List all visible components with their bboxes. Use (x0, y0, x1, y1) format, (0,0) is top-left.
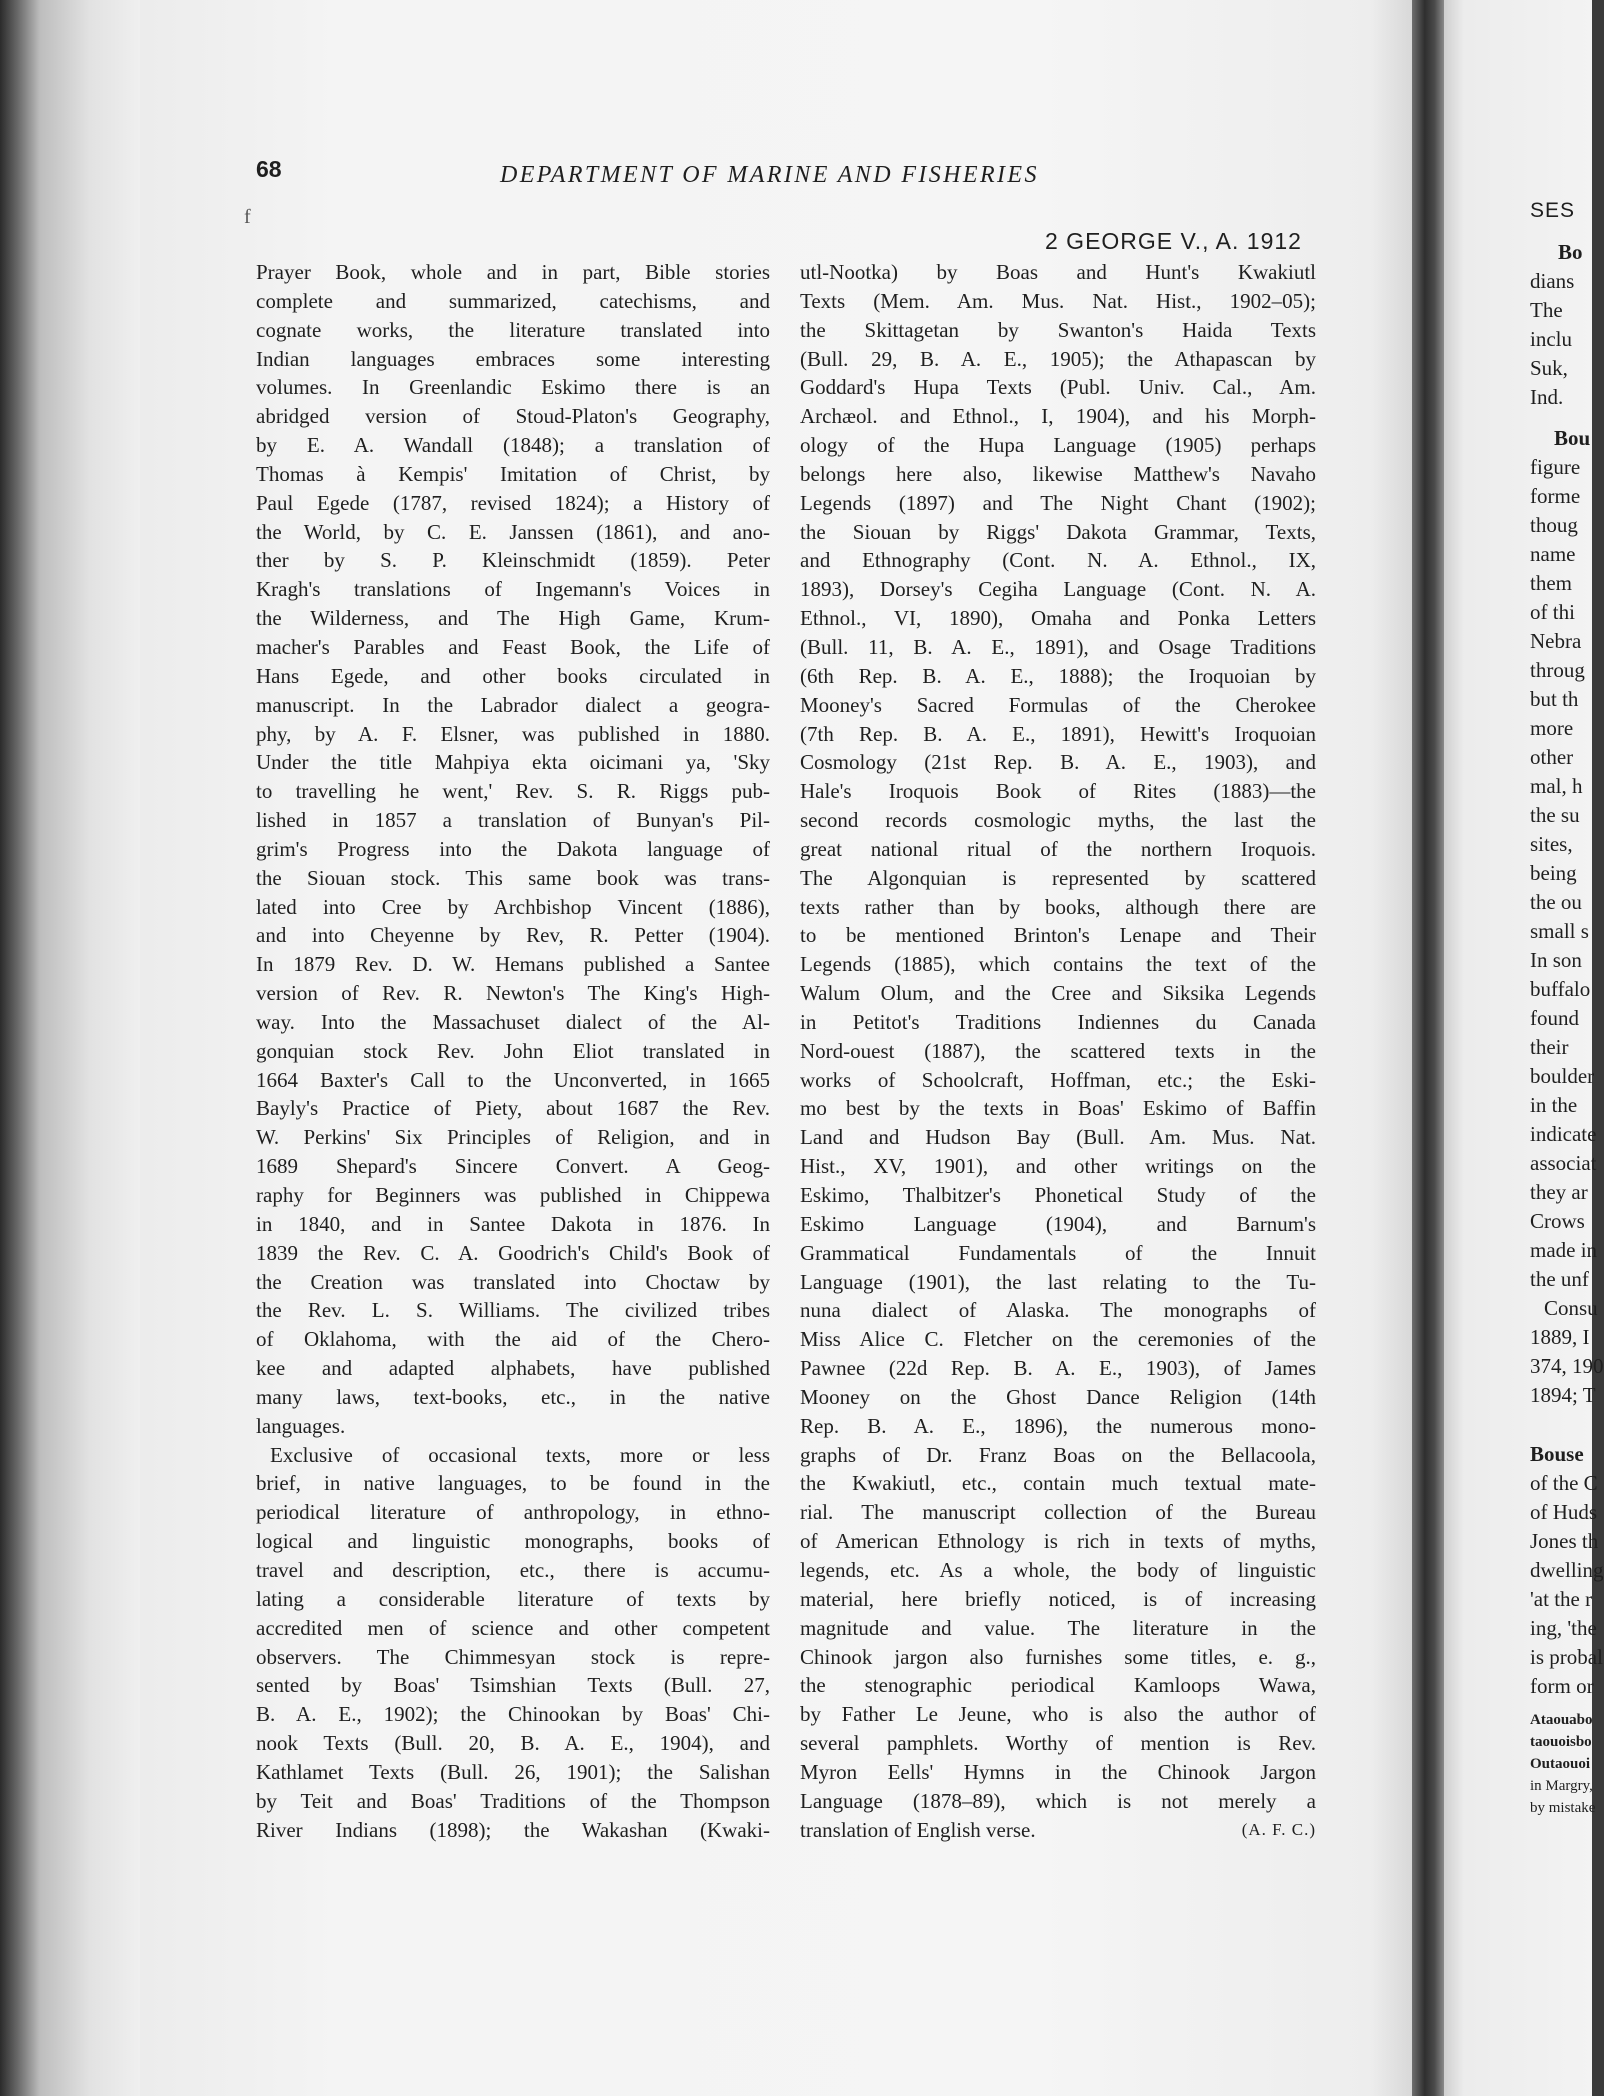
adjacent-fragment: in the (1530, 1093, 1578, 1117)
text-line: raphy for Beginners was published in Chippewa (256, 1183, 770, 1207)
text-line: travel and description, etc., there is accumu- (256, 1557, 770, 1582)
adjacent-fragment: form or (1530, 1674, 1594, 1698)
page-number: 68 (256, 156, 282, 182)
text-line: graphs of Dr. Franz Boas on the Bellacoola, (800, 1442, 1316, 1467)
right-text-column (800, 258, 1316, 1844)
text-line: Under the title Mahpiya ekta oicimani ya, 'Sky (256, 750, 770, 775)
text-line: lated into Cree by Archbishop Vincent (1886), (256, 894, 770, 919)
left-text-column (256, 258, 770, 1844)
text-line: Prayer Book, whole and in part, Bible stories (256, 260, 770, 284)
text-line: in Petitot's Traditions Indiennes du Canada (800, 1009, 1316, 1034)
text-line: by Father Le Jeune, who is also the author of (800, 1702, 1316, 1727)
adjacent-fragment: Nebra (1530, 629, 1582, 653)
text-line: Eskimo, Thalbitzer's Phonetical Study of the (800, 1183, 1316, 1207)
text-line: Walum Olum, and the Cree and Siksika Legends (800, 981, 1316, 1006)
text-line: ology of the Hupa Language (1905) perhaps (800, 433, 1316, 458)
text-line: W. Perkins' Six Principles of Religion, and in (256, 1125, 770, 1150)
text-line: 1664 Baxter's Call to the Unconverted, in 1665 (256, 1067, 770, 1092)
running-head: DEPARTMENT OF MARINE AND FISHERIES (500, 162, 1039, 188)
text-line: Hale's Iroquois Book of Rites (1883)—the (800, 779, 1316, 804)
adjacent-fragment: the su (1530, 803, 1580, 827)
text-line: Hist., XV, 1901), and other writings on the (800, 1154, 1316, 1179)
text-line: Mooney's Sacred Formulas of the Cherokee (800, 692, 1316, 717)
adjacent-fragment: SES (1530, 199, 1576, 222)
text-line: abridged version of Stoud-Platon's Geography, (256, 404, 770, 429)
adjacent-fragment: taouoisbo (1530, 1734, 1592, 1750)
author-attribution: (A. F. C.) (1241, 1819, 1316, 1839)
text-line: Nord-ouest (1887), the scattered texts in the (800, 1038, 1316, 1063)
adjacent-fragment: Jones th (1530, 1529, 1599, 1553)
text-line: Texts (Mem. Am. Mus. Nat. Hist., 1902–05); (800, 288, 1316, 313)
text-line: the Rev. L. S. Williams. The civilized tribes (256, 1298, 770, 1323)
text-line: to be mentioned Brinton's Lenape and Their (800, 923, 1316, 948)
text-line: observers. The Chimmesyan stock is repre- (256, 1644, 770, 1669)
text-line: Bayly's Practice of Piety, about 1687 the Rev. (256, 1096, 770, 1121)
text-line: manuscript. In the Labrador dialect a geogra- (256, 692, 770, 717)
stray-mark: f (244, 206, 251, 228)
text-line: cognate works, the literature translated into (256, 317, 770, 342)
adjacent-fragment: 1889, I (1530, 1325, 1590, 1349)
text-line: languages. (256, 1413, 346, 1438)
text-line (800, 1816, 1316, 1845)
adjacent-fragment: dwelling (1530, 1558, 1604, 1582)
adjacent-fragment: The (1530, 298, 1563, 322)
adjacent-fragment: of thi (1530, 600, 1575, 624)
adjacent-fragment: Bo (1558, 240, 1583, 264)
text-line: and into Cheyenne by Rev, R. Petter (1904). (256, 923, 770, 948)
text-line: The Algonquian is represented by scattered (800, 865, 1316, 890)
adjacent-fragment: Suk, (1530, 356, 1568, 380)
text-line: In 1879 Rev. D. W. Hemans published a Santee (256, 952, 770, 977)
adjacent-fragment: Outaouoi (1530, 1756, 1591, 1772)
adjacent-fragment: the ou (1530, 890, 1582, 914)
adjacent-fragment: thoug (1530, 513, 1578, 537)
text-line: B. A. E., 1902); the Chinookan by Boas' Chi- (256, 1702, 770, 1727)
adjacent-fragment: their (1530, 1035, 1569, 1059)
text-line: macher's Parables and Feast Book, the Life of (256, 634, 770, 659)
text-line: the stenographic periodical Kamloops Wawa, (800, 1673, 1316, 1698)
text-line: periodical literature of anthropology, in ethno- (256, 1500, 770, 1525)
text-line: of Oklahoma, with the aid of the Chero- (256, 1327, 770, 1352)
adjacent-fragment: 374, 190 (1530, 1354, 1604, 1378)
adjacent-fragment: dians (1530, 269, 1575, 293)
text-line: (7th Rep. B. A. E., 1891), Hewitt's Iroquoian (800, 721, 1316, 746)
text-line: magnitude and value. The literature in the (800, 1615, 1316, 1640)
text-line: the Kwakiutl, etc., contain much textual mate- (800, 1471, 1316, 1496)
adjacent-fragment: sites, (1530, 832, 1573, 856)
text-line: 1893), Dorsey's Cegiha Language (Cont. N. A. (800, 577, 1316, 602)
text-line: the Wilderness, and The High Game, Krum- (256, 606, 770, 631)
adjacent-fragment: other (1530, 745, 1574, 769)
adjacent-fragment: name (1530, 542, 1576, 566)
text-line: complete and summarized, catechisms, and (256, 288, 770, 313)
text-line: Eskimo Language (1904), and Barnum's (800, 1211, 1316, 1236)
text-line: second records cosmologic myths, the last the (800, 808, 1316, 833)
text-line: utl-Nootka) by Boas and Hunt's Kwakiutl (800, 260, 1316, 284)
text-line: lished in 1857 a translation of Bunyan's Pil- (256, 808, 770, 833)
text-line: Grammatical Fundamentals of the Innuit (800, 1240, 1316, 1265)
adjacent-fragment: being (1530, 861, 1577, 885)
adjacent-fragment: Bouse (1530, 1442, 1584, 1466)
adjacent-fragment: small s (1530, 919, 1589, 943)
text-line: the World, by C. E. Janssen (1861), and ano- (256, 519, 770, 544)
adjacent-fragment: they ar (1530, 1180, 1588, 1204)
text-line: Language (1901), the last relating to the Tu- (800, 1269, 1316, 1294)
adjacent-fragment: of the C (1530, 1471, 1598, 1495)
text-line: Indian languages embraces some interesting (256, 346, 770, 371)
adjacent-fragment: but th (1530, 687, 1579, 711)
text-line: mo best by the texts in Boas' Eskimo of Baffin (800, 1096, 1316, 1121)
text-line: Ethnol., VI, 1890), Omaha and Ponka Letters (800, 606, 1316, 631)
text-line: to travelling he went,' Rev. S. R. Riggs pub- (256, 779, 770, 804)
text-line: Archæol. and Ethnol., I, 1904), and his Morph- (800, 404, 1316, 429)
text-line: texts rather than by books, although there are (800, 894, 1316, 919)
adjacent-fragment: by mistake (1530, 1800, 1596, 1816)
text-line: Kragh's translations of Ingemann's Voices in (256, 577, 770, 602)
text-line: River Indians (1898); the Wakashan (Kwaki- (256, 1817, 770, 1842)
text-line: many laws, text-books, etc., in the native (256, 1384, 770, 1409)
adjacent-fragment: Ind. (1530, 385, 1564, 409)
text-line: lating a considerable literature of texts by (256, 1586, 770, 1611)
text-line: in 1840, and in Santee Dakota in 1876. In (256, 1211, 770, 1236)
adjacent-fragment: boulder (1530, 1064, 1595, 1088)
text-line: 1839 the Rev. C. A. Goodrich's Child's Book of (256, 1240, 770, 1265)
adjacent-fragment: throug (1530, 658, 1585, 682)
adjacent-fragment: found (1530, 1006, 1579, 1030)
text-line: Exclusive of occasional texts, more or less (270, 1442, 770, 1467)
adjacent-fragment: more (1530, 716, 1574, 740)
text-line: the Siouan stock. This same book was trans- (256, 865, 770, 890)
text-line: great national ritual of the northern Iroquois. (800, 836, 1316, 861)
text-line: accredited men of science and other competent (256, 1615, 770, 1640)
text-line: Rep. B. A. E., 1896), the numerous mono- (800, 1413, 1316, 1438)
adjacent-fragment: Crows (1530, 1209, 1585, 1233)
text-line: Paul Egede (1787, revised 1824); a History of (256, 490, 770, 515)
adjacent-fragment: Ataouabo (1530, 1712, 1593, 1728)
text-line: phy, by A. F. Elsner, was published in 1880. (256, 721, 770, 746)
adjacent-fragment: forme (1530, 484, 1581, 508)
adjacent-fragment: buffalo (1530, 977, 1591, 1001)
text-line: version of Rev. R. Newton's The King's High- (256, 981, 770, 1006)
adjacent-fragment: 1894; T (1530, 1383, 1596, 1407)
text-line: grim's Progress into the Dakota language of (256, 836, 770, 861)
text-line: (6th Rep. B. A. E., 1888); the Iroquoian by (800, 663, 1316, 688)
text-line: the Siouan by Riggs' Dakota Grammar, Texts, (800, 519, 1316, 544)
text-line: Land and Hudson Bay (Bull. Am. Mus. Nat. (800, 1125, 1316, 1150)
text-line: ther by S. P. Kleinschmidt (1859). Peter (256, 548, 770, 573)
session-reference: 2 GEORGE V., A. 1912 (1045, 228, 1302, 254)
text-line: rial. The manuscript collection of the Bureau (800, 1500, 1316, 1525)
adjacent-fragment: inclu (1530, 327, 1572, 351)
adjacent-fragment: is probal (1530, 1645, 1603, 1669)
left-page-edge (0, 0, 140, 2096)
text-line: Kathlamet Texts (Bull. 26, 1901); the Salishan (256, 1759, 770, 1784)
adjacent-fragment: mal, h (1530, 774, 1583, 798)
adjacent-fragment: 'at the r (1530, 1587, 1593, 1611)
text-line: Legends (1897) and The Night Chant (1902); (800, 490, 1316, 515)
book-gutter-shadow (1412, 0, 1444, 2096)
adjacent-fragment: the unf (1530, 1267, 1589, 1291)
adjacent-fragment: In son (1530, 948, 1582, 972)
text-line: 1689 Shepard's Sincere Convert. A Geog- (256, 1154, 770, 1179)
text-line: Chinook jargon also furnishes some titles, e. g., (800, 1644, 1316, 1669)
text-line: the Creation was translated into Choctaw by (256, 1269, 770, 1294)
text-line: Goddard's Hupa Texts (Publ. Univ. Cal., Am. (800, 375, 1316, 400)
text-line: works of Schoolcraft, Hoffman, etc.; the Eski- (800, 1067, 1316, 1092)
adjacent-fragment: Consu (1544, 1296, 1598, 1320)
text-line: and Ethnography (Cont. N. A. Ethnol., IX, (800, 548, 1316, 573)
text-line: brief, in native languages, to be found in the (256, 1471, 770, 1496)
text-line: nook Texts (Bull. 20, B. A. E., 1904), and (256, 1731, 770, 1756)
text-line: by Teit and Boas' Traditions of the Thompson (256, 1788, 770, 1813)
adjacent-fragment: Bou (1554, 426, 1591, 450)
adjacent-fragment: of Huds (1530, 1500, 1598, 1524)
text-line: material, here briefly noticed, is of increasing (800, 1586, 1316, 1611)
text-line: (Bull. 11, B. A. E., 1891), and Osage Traditions (800, 634, 1316, 659)
text-line: Hans Egede, and other books circulated in (256, 663, 770, 688)
text-line: Mooney on the Ghost Dance Religion (14th (800, 1384, 1316, 1409)
text-line: of American Ethnology is rich in texts of myths, (800, 1529, 1316, 1554)
adjacent-fragment: in Margry, (1530, 1778, 1593, 1794)
text-line: Myron Eells' Hymns in the Chinook Jargon (800, 1759, 1316, 1784)
text-line: (Bull. 29, B. A. E., 1905); the Athapascan by (800, 346, 1316, 371)
text-line: logical and linguistic monographs, books of (256, 1529, 770, 1554)
text-line: kee and adapted alphabets, have published (256, 1356, 770, 1381)
text-line: belongs here also, likewise Matthew's Navaho (800, 461, 1316, 486)
text-line: Pawnee (22d Rep. B. A. E., 1903), of James (800, 1356, 1316, 1381)
text-line: volumes. In Greenlandic Eskimo there is an (256, 375, 770, 400)
adjacent-fragment: them (1530, 571, 1572, 595)
text-line: the Skittagetan by Swanton's Haida Texts (800, 317, 1316, 342)
adjacent-fragment: indicate (1530, 1122, 1597, 1146)
text-line: several pamphlets. Worthy of mention is Rev. (800, 1731, 1316, 1756)
text-line: Cosmology (21st Rep. B. A. E., 1903), and (800, 750, 1316, 775)
text-line: sented by Boas' Tsimshian Texts (Bull. 27, (256, 1673, 770, 1698)
text-line: nuna dialect of Alaska. The monographs of (800, 1298, 1316, 1323)
adjacent-fragment: figure (1530, 455, 1581, 479)
text-line: Legends (1885), which contains the text of the (800, 952, 1316, 977)
final-line-text: translation of English verse. (800, 1817, 1036, 1842)
text-line: Language (1878–89), which is not merely a (800, 1788, 1316, 1813)
text-line: Miss Alice C. Fletcher on the ceremonies of the (800, 1327, 1316, 1352)
text-line: by E. A. Wandall (1848); a translation of (256, 433, 770, 458)
text-line: gonquian stock Rev. John Eliot translated in (256, 1038, 770, 1063)
adjacent-fragment: ing, 'the (1530, 1616, 1597, 1640)
adjacent-fragment: associat (1530, 1151, 1597, 1175)
text-line: legends, etc. As a whole, the body of linguistic (800, 1557, 1316, 1582)
text-line: way. Into the Massachuset dialect of the Al- (256, 1009, 770, 1034)
adjacent-fragment: made in (1530, 1238, 1598, 1262)
text-line: Thomas à Kempis' Imitation of Christ, by (256, 461, 770, 486)
